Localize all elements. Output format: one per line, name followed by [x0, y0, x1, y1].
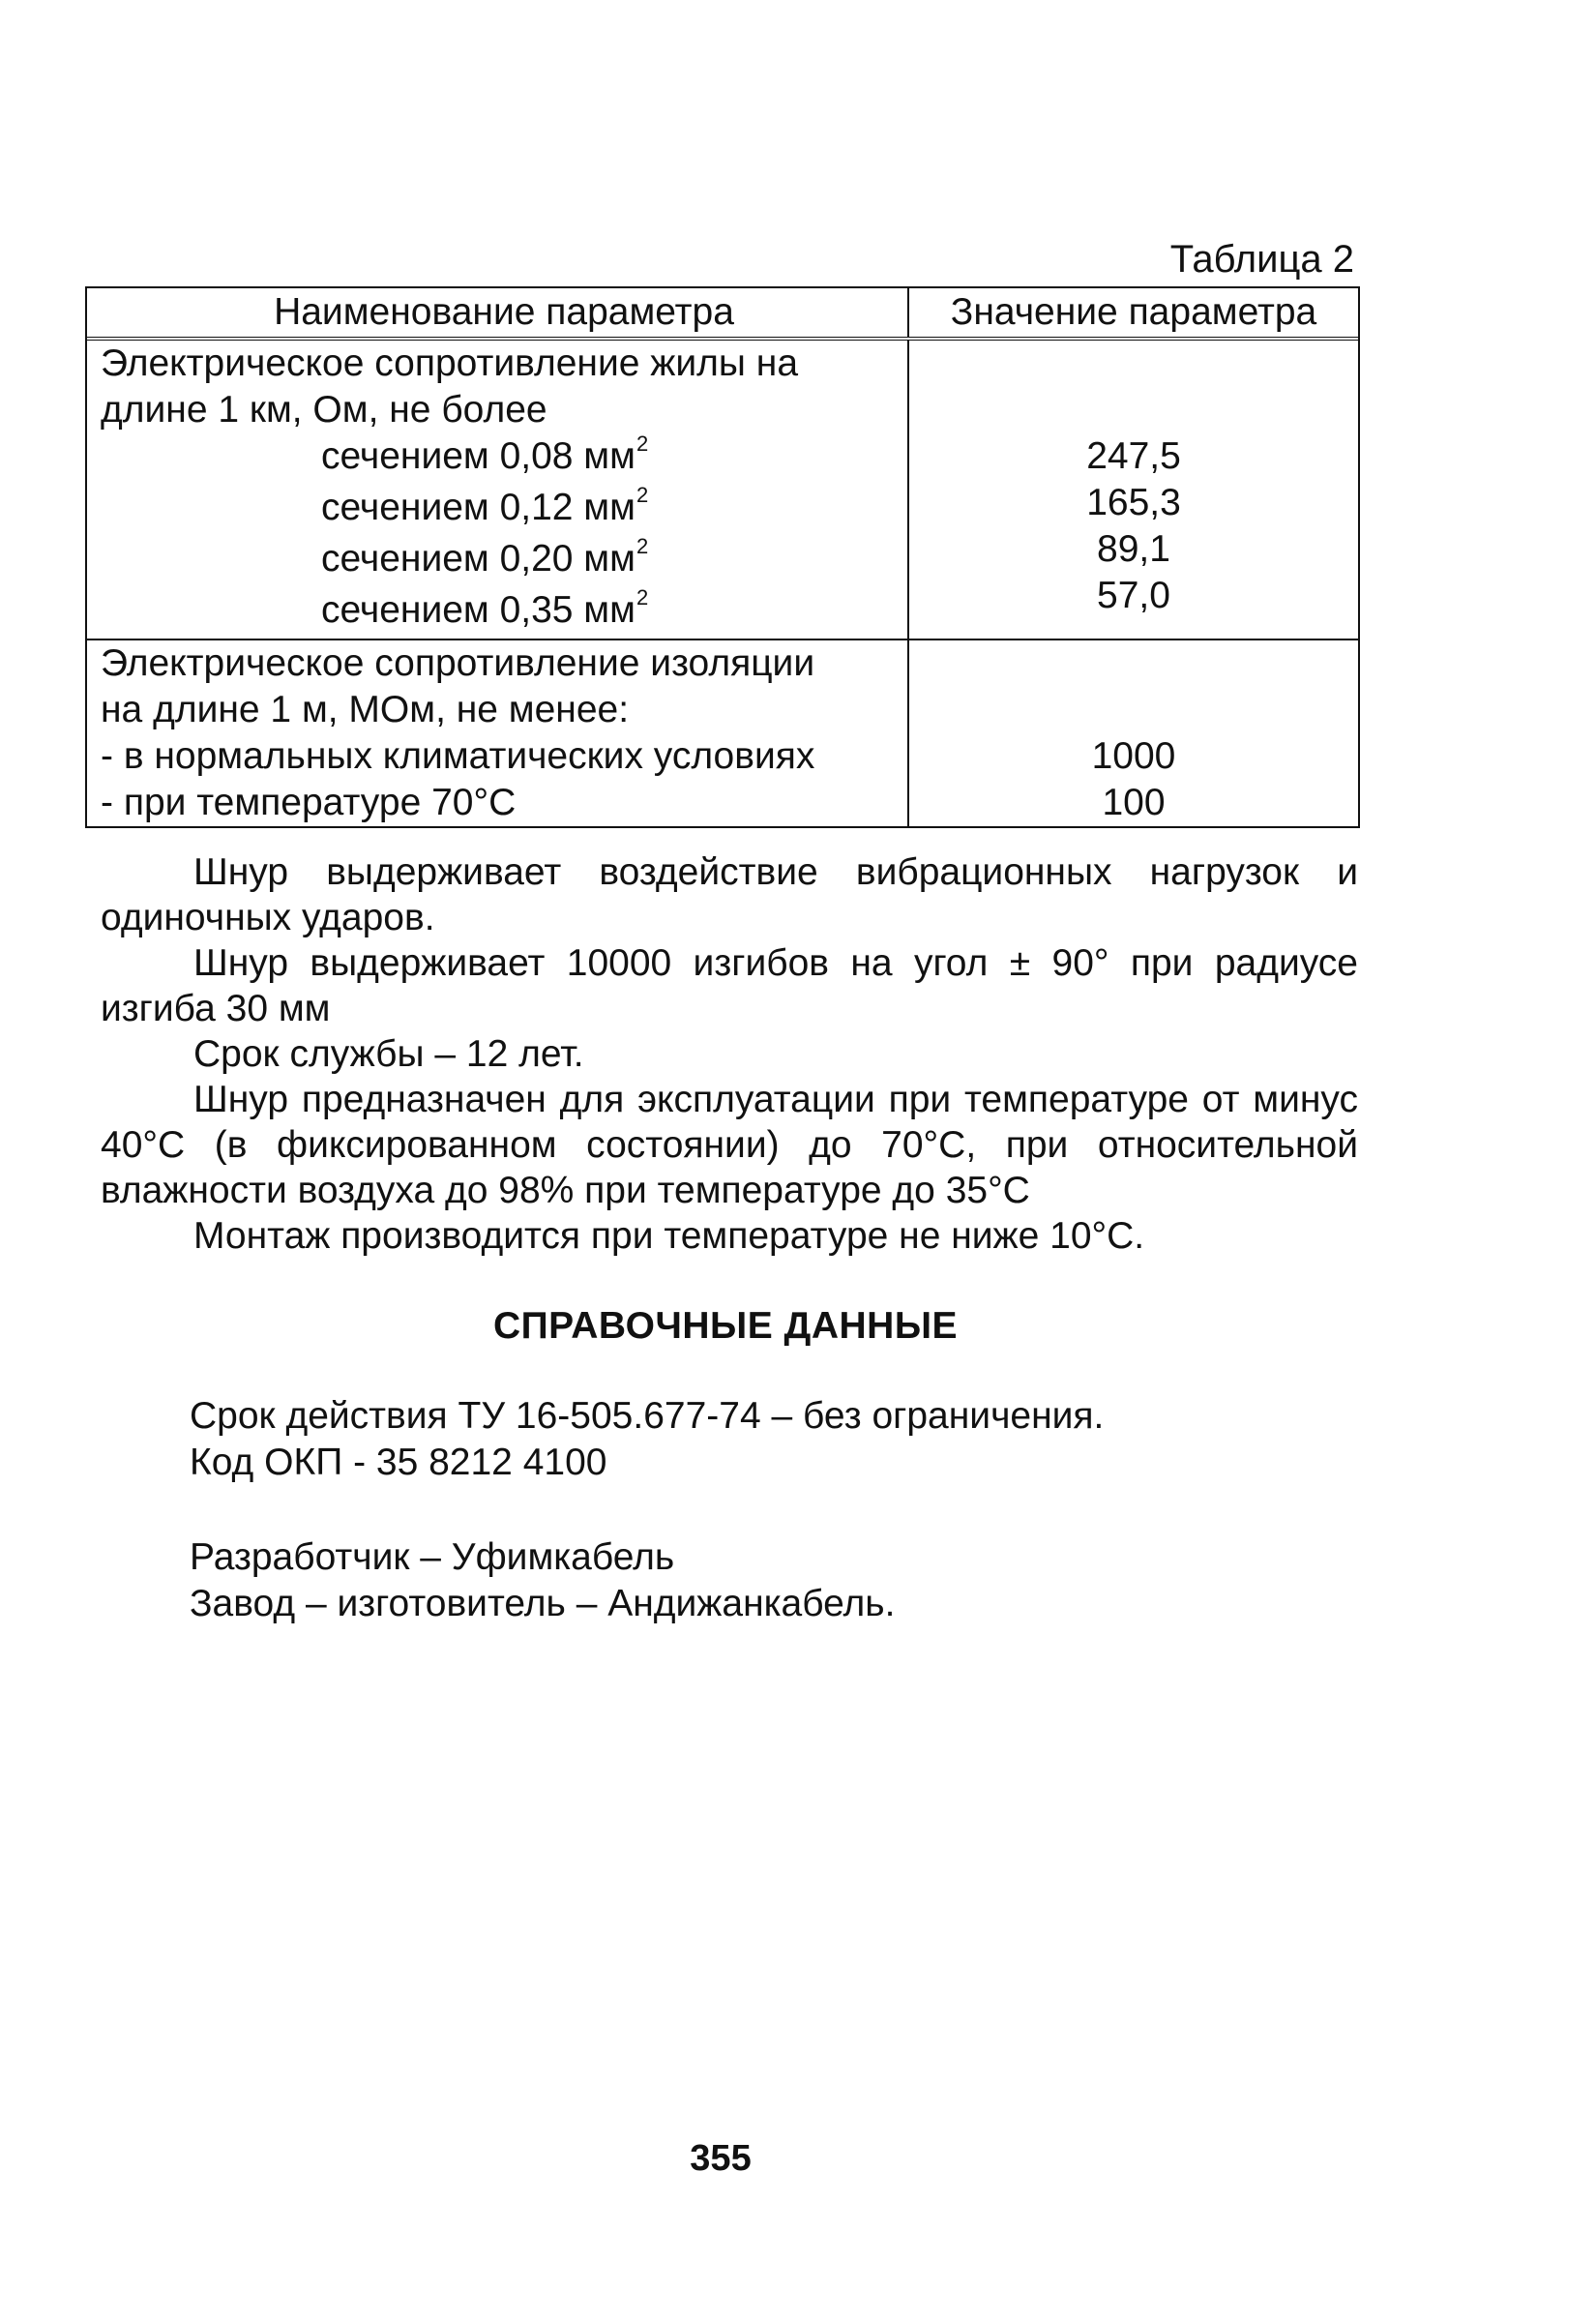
condition-label: - в нормальных климатических условиях — [101, 735, 815, 777]
superscript: 2 — [635, 585, 649, 610]
parameters-table — [85, 286, 1360, 828]
superscript: 2 — [635, 534, 649, 558]
insulation-resistance-labels — [87, 640, 909, 826]
cross-section-text: сечением 0,12 мм — [321, 487, 635, 528]
condition-label: - при температуре 70°С — [101, 782, 517, 823]
reference-data — [190, 1393, 1104, 1627]
conductor-resistance-title-2: длине 1 км, Ом, не более — [101, 389, 547, 431]
superscript: 2 — [635, 483, 649, 507]
insulation-resistance-title-1: Электрическое сопротивление изоляции — [101, 642, 815, 684]
body-text — [101, 849, 1358, 1259]
table-caption: Таблица 2 — [1169, 238, 1354, 281]
page-number: 355 — [690, 2138, 752, 2179]
okp-code: Код ОКП - 35 8212 4100 — [190, 1442, 607, 1483]
cross-section-text: сечением 0,20 мм — [321, 538, 635, 580]
superscript: 2 — [635, 431, 649, 456]
paragraph-installation: Монтаж производится при температуре не ниже 10°С. — [193, 1215, 1145, 1257]
cross-section-text: сечением 0,35 мм — [321, 589, 635, 631]
conductor-resistance-title-1: Электрическое сопротивление жилы на — [101, 342, 799, 384]
table-header-row — [87, 288, 1358, 341]
paragraph-vibration: Шнур выдерживает воздействие вибрационных нагрузок и одиночных ударов. — [101, 851, 1358, 938]
header-parameter-name: Наименование параметра — [87, 288, 909, 337]
table-value: 57,0 — [1097, 575, 1170, 616]
developer: Разработчик – Уфимкабель — [190, 1536, 675, 1578]
header-parameter-value: Значение параметра — [950, 291, 1317, 333]
cross-section-label — [101, 485, 907, 536]
table-value: 89,1 — [1097, 528, 1170, 570]
conductor-resistance-values — [909, 341, 1358, 639]
cross-section-label — [101, 536, 907, 587]
cross-section-label — [101, 433, 907, 485]
table-row-conductor-resistance — [87, 341, 1358, 639]
paragraph-operating-conditions: Шнур предназначен для эксплуатации при температуре от минус 40°С (в фиксированном состоянии) до 70°С, при относительной влажности воздуха до 98% при температуре до 35°С — [101, 1079, 1358, 1211]
table-value: 100 — [1102, 782, 1166, 823]
conductor-resistance-labels — [87, 341, 909, 639]
cross-section-text: сечением 0,08 мм — [321, 435, 635, 477]
table-value: 1000 — [1091, 735, 1176, 777]
insulation-resistance-title-2: на длине 1 м, МОм, не менее: — [101, 689, 630, 730]
cross-section-label — [101, 587, 907, 639]
table-row-insulation-resistance — [87, 639, 1358, 826]
paragraph-bending: Шнур выдерживает 10000 изгибов на угол ± 90° при радиусе изгиба 30 мм — [101, 942, 1358, 1029]
table-value: 165,3 — [1086, 482, 1181, 523]
manufacturer: Завод – изготовитель – Андижанкабель. — [190, 1583, 896, 1624]
paragraph-service-life: Срок службы – 12 лет. — [193, 1033, 584, 1075]
section-title: СПРАВОЧНЫЕ ДАННЫЕ — [492, 1305, 959, 1347]
insulation-resistance-values — [909, 640, 1358, 826]
table-value: 247,5 — [1086, 435, 1181, 477]
tu-validity: Срок действия ТУ 16-505.677-74 – без ограничения. — [190, 1395, 1105, 1437]
